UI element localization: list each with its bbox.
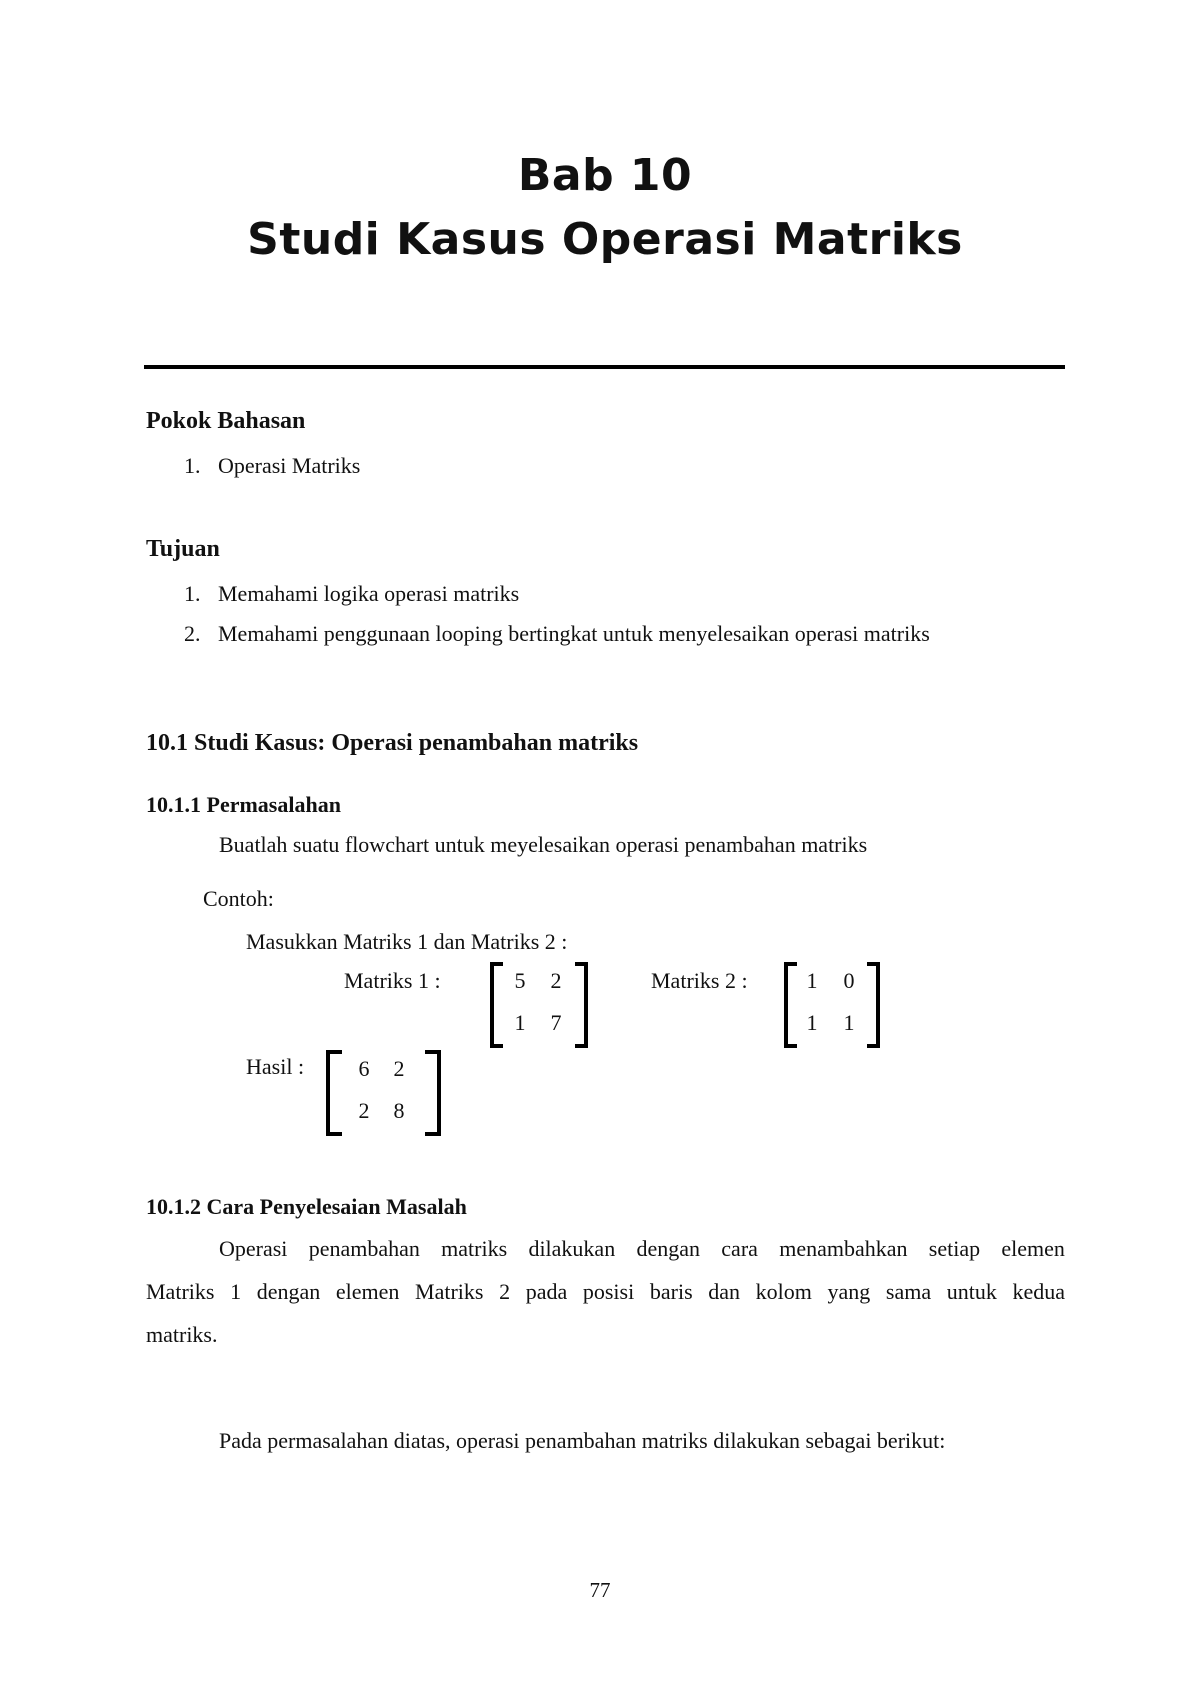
tujuan-item [184,621,930,647]
subsection-heading: 10.1.1 Permasalahan [146,792,341,817]
word: elemen [1001,1236,1065,1261]
word: sama [885,1279,932,1304]
matrix2-label: Matriks 2 : [651,968,748,993]
list-text: Operasi Matriks [218,453,361,478]
word: kolom [755,1279,812,1304]
list-text: Memahami penggunaan looping bertingkat untuk menyelesaikan operasi matriks [218,621,930,646]
word: untuk [946,1279,997,1304]
word: 1 [230,1279,242,1304]
matrix-cell: 5 [514,968,526,993]
example-label: Contoh: [203,886,274,911]
matrix-1 [490,962,588,1044]
page-number: 77 [589,1578,611,1602]
word: elemen [335,1279,400,1304]
tujuan-heading: Tujuan [146,536,220,562]
list-number: 1. [184,581,201,606]
word: pada [525,1279,568,1304]
word: baris [649,1279,693,1304]
chapter-number: Bab 10 [517,150,693,201]
paragraph-line [146,1279,1065,1305]
bracket-right [425,1050,441,1136]
word: Operasi [219,1236,288,1261]
chapter-title: Studi Kasus Operasi Matriks [247,214,963,265]
word: Matriks [146,1279,215,1304]
word: dan [708,1279,741,1304]
matrix-cell: 1 [806,1010,818,1035]
matrix-cell: 2 [393,1056,405,1081]
subsection-heading: 10.1.2 Cara Penyelesaian Masalah [146,1194,467,1219]
word: dengan [636,1236,701,1261]
bracket-right [867,962,880,1048]
tujuan-item [184,581,519,607]
word: posisi [582,1279,635,1304]
word: cara [721,1236,758,1261]
list-text: Memahami logika operasi matriks [218,581,520,606]
word: penambahan [308,1236,420,1261]
word: dilakukan [528,1236,616,1261]
list-number: 1. [184,453,201,478]
matrix-cell: 7 [550,1010,562,1035]
word: dengan [256,1279,321,1304]
word: yang [827,1279,871,1304]
result-matrix [326,1050,441,1132]
matrix-2 [784,962,880,1044]
bracket-left [784,962,797,1048]
matrix-cell: 2 [550,968,562,993]
word: 2 [499,1279,511,1304]
matrix-cell: 2 [358,1098,370,1123]
title-divider [144,365,1065,369]
pokok-bahasan-item [184,453,360,479]
matrix-cell: 1 [514,1010,526,1035]
matrix-cell: 8 [393,1098,405,1123]
result-label: Hasil : [246,1054,305,1079]
word: kedua [1012,1279,1065,1304]
input-label: Masukkan Matriks 1 dan Matriks 2 : [246,929,568,954]
matrix-cell: 0 [843,968,855,993]
paragraph-line: matriks. [146,1322,218,1347]
word: Matriks [415,1279,484,1304]
bracket-left [326,1050,342,1136]
matrix-cell: 1 [843,1010,855,1035]
section-heading: 10.1 Studi Kasus: Operasi penambahan matriks [146,730,639,756]
list-number: 2. [184,621,201,646]
bracket-right [575,962,588,1048]
matrix-cell: 6 [358,1056,370,1081]
matrix-cell: 1 [806,968,818,993]
word: menambahkan [779,1236,908,1261]
matrix1-label: Matriks 1 : [344,968,441,993]
bracket-left [490,962,503,1048]
paragraph-line [219,1236,1065,1262]
pokok-bahasan-heading: Pokok Bahasan [146,408,306,434]
closing-sentence: Pada permasalahan diatas, operasi penambahan matriks dilakukan sebagai berikut: [219,1428,946,1453]
problem-statement: Buatlah suatu flowchart untuk meyelesaikan operasi penambahan matriks [219,832,868,857]
word: matriks [441,1236,508,1261]
word: setiap [928,1236,981,1261]
